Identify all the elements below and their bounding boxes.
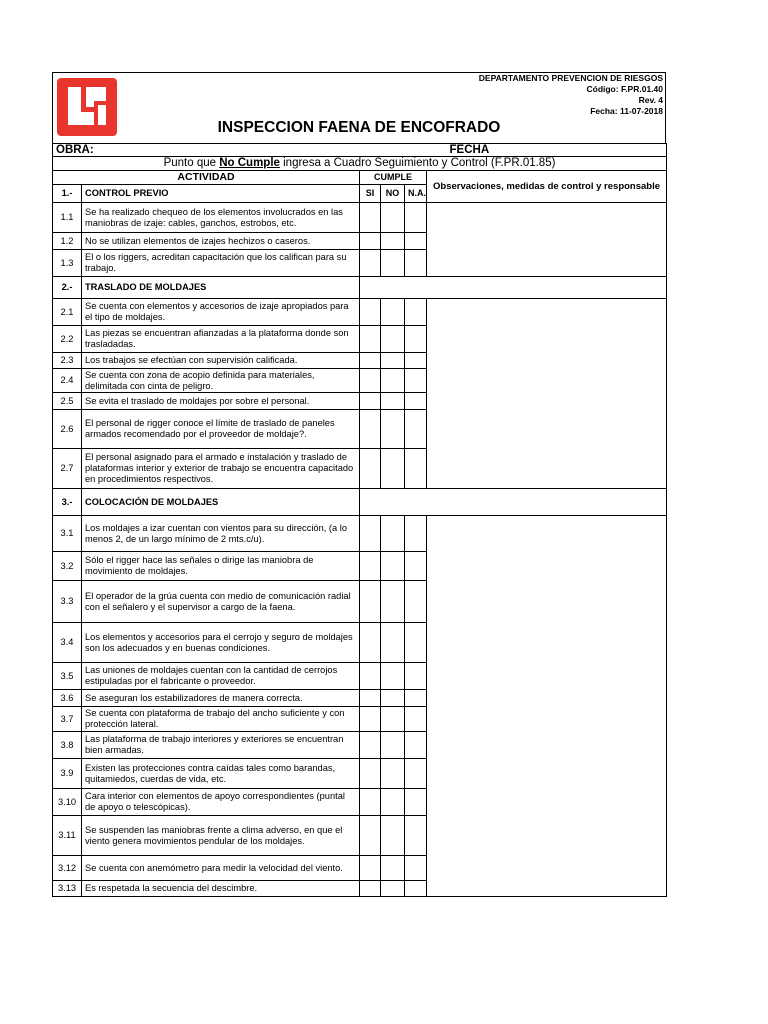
item-text: El personal asignado para el armado e instalación y traslado de plataformas interior y exterior de trabajo se encuentra capacitado en procedimientos respectivos. — [82, 449, 360, 489]
item-text: Los moldajes a izar cuentan con vientos para su dirección, (a lo menos 2, de un largo mínimo de 2 mts.c/u). — [82, 516, 360, 552]
cumple-no-cell[interactable] — [381, 299, 405, 326]
cumple-si-cell[interactable] — [360, 623, 381, 663]
cumple-no-cell[interactable] — [381, 690, 405, 707]
item-number: 3.8 — [53, 732, 82, 759]
item-text: Se cuenta con plataforma de trabajo del ancho suficiente y con protección lateral. — [82, 707, 360, 732]
cumple-no-cell[interactable] — [381, 856, 405, 881]
document-date: Fecha: 11-07-2018 — [590, 106, 663, 116]
item-number: 3.12 — [53, 856, 82, 881]
cumple-no-cell[interactable] — [381, 816, 405, 856]
item-number: 1.2 — [53, 233, 82, 250]
observaciones-header: Observaciones, medidas de control y responsable — [427, 171, 667, 203]
cumple-na-cell[interactable] — [405, 581, 427, 623]
cumple-no-cell[interactable] — [381, 581, 405, 623]
cumple-si-cell[interactable] — [360, 393, 381, 410]
item-number: 3.1 — [53, 516, 82, 552]
cumple-na-cell[interactable] — [405, 353, 427, 369]
cumple-si-cell[interactable] — [360, 449, 381, 489]
cumple-si-cell[interactable] — [360, 353, 381, 369]
item-text: Los elementos y accesorios para el cerrojo y seguro de moldajes son los adecuados y en buenas condiciones. — [82, 623, 360, 663]
item-text: El personal de rigger conoce el límite de traslado de paneles armados recomendado por el proveedor de moldaje?. — [82, 410, 360, 449]
item-text: Los trabajos se efectúan con supervisión calificada. — [82, 353, 360, 369]
cumple-na-cell[interactable] — [405, 707, 427, 732]
section-title: CONTROL PREVIO — [82, 185, 360, 203]
observaciones-cell[interactable] — [427, 516, 667, 897]
inspection-form — [52, 72, 666, 897]
cumple-no-cell[interactable] — [381, 353, 405, 369]
cumple-na-cell[interactable] — [405, 449, 427, 489]
item-text: Se cuenta con zona de acopio definida para materiales, delimitada con cinta de peligro. — [82, 369, 360, 393]
cumple-na-header: N.A. — [405, 185, 427, 203]
item-text: Se evita el traslado de moldajes por sobre el personal. — [82, 393, 360, 410]
cumple-no-cell[interactable] — [381, 732, 405, 759]
cumple-no-cell[interactable] — [381, 552, 405, 581]
cumple-si-cell[interactable] — [360, 690, 381, 707]
item-number: 3.10 — [53, 789, 82, 816]
item-text: Las plataforma de trabajo interiores y exteriores se encuentran bien armadas. — [82, 732, 360, 759]
item-number: 1.1 — [53, 203, 82, 233]
cumple-no-cell[interactable] — [381, 233, 405, 250]
item-number: 3.5 — [53, 663, 82, 690]
cumple-si-cell[interactable] — [360, 326, 381, 353]
table-row — [53, 203, 667, 233]
cumple-no-cell[interactable] — [381, 250, 405, 277]
item-number: 2.1 — [53, 299, 82, 326]
item-number: 3.2 — [53, 552, 82, 581]
cumple-na-cell[interactable] — [405, 789, 427, 816]
item-text: Se aseguran los estabilizadores de manera correcta. — [82, 690, 360, 707]
item-text: Se suspenden las maniobras frente a clima adverso, en que el viento genera movimientos pendular de los moldajes. — [82, 816, 360, 856]
cumple-na-cell[interactable] — [405, 690, 427, 707]
actividad-header: ACTIVIDAD — [53, 171, 360, 185]
note-text-post: ingresa a Cuadro Seguimiento y Control (F.PR.01.85) — [279, 157, 556, 169]
cumple-header: CUMPLE — [360, 171, 427, 185]
observaciones-cell[interactable] — [427, 299, 667, 489]
document-code: Código: F.PR.01.40 — [586, 84, 663, 94]
item-number: 2.2 — [53, 326, 82, 353]
cumple-si-cell[interactable] — [360, 516, 381, 552]
cumple-no-cell[interactable] — [381, 326, 405, 353]
fecha-field[interactable] — [360, 144, 667, 157]
section-header — [53, 277, 667, 299]
cumple-si-cell[interactable] — [360, 233, 381, 250]
cumple-no-cell[interactable] — [381, 881, 405, 897]
item-text: El o los riggers, acreditan capacitación que los califican para su trabajo. — [82, 250, 360, 277]
cumple-si-header: SI — [360, 185, 381, 203]
cumple-si-cell[interactable] — [360, 759, 381, 789]
item-text: Se cuenta con anemómetro para medir la velocidad del viento. — [82, 856, 360, 881]
section-header — [53, 489, 667, 516]
document-revision: Rev. 4 — [638, 95, 663, 105]
cumple-si-cell[interactable] — [360, 816, 381, 856]
table-row — [53, 299, 667, 326]
cumple-no-cell[interactable] — [381, 759, 405, 789]
section-number: 2.- — [53, 277, 82, 299]
cumple-si-cell[interactable] — [360, 789, 381, 816]
cumple-si-cell[interactable] — [360, 856, 381, 881]
cumple-na-cell[interactable] — [405, 299, 427, 326]
item-number: 2.4 — [53, 369, 82, 393]
cumple-na-cell[interactable] — [405, 816, 427, 856]
no-cumple-note — [53, 157, 667, 171]
section-title: COLOCACIÓN DE MOLDAJES — [82, 489, 360, 516]
section-spacer — [360, 277, 667, 299]
item-number: 3.11 — [53, 816, 82, 856]
cumple-na-cell[interactable] — [405, 881, 427, 897]
item-number: 2.7 — [53, 449, 82, 489]
item-number: 1.3 — [53, 250, 82, 277]
cumple-na-cell[interactable] — [405, 233, 427, 250]
item-text: Se cuenta con elementos y accesorios de izaje apropiados para el tipo de moldajes. — [82, 299, 360, 326]
cumple-no-header: NO — [381, 185, 405, 203]
cumple-no-cell[interactable] — [381, 369, 405, 393]
cumple-na-cell[interactable] — [405, 663, 427, 690]
cumple-na-cell[interactable] — [405, 552, 427, 581]
cumple-na-cell[interactable] — [405, 393, 427, 410]
obra-label: OBRA: — [56, 143, 94, 156]
inspection-table — [52, 143, 667, 897]
document-meta — [479, 73, 663, 117]
item-number: 3.9 — [53, 759, 82, 789]
cumple-no-cell[interactable] — [381, 449, 405, 489]
cumple-si-cell[interactable] — [360, 581, 381, 623]
cumple-na-cell[interactable] — [405, 732, 427, 759]
item-number: 3.13 — [53, 881, 82, 897]
item-text: Sólo el rigger hace las señales o dirige las maniobra de movimiento de moldajes. — [82, 552, 360, 581]
cumple-si-cell[interactable] — [360, 203, 381, 233]
item-number: 3.3 — [53, 581, 82, 623]
table-row — [53, 516, 667, 552]
fecha-label: FECHA — [449, 143, 490, 156]
item-text: Cara interior con elementos de apoyo correspondientes (puntal de apoyo o telescópicas). — [82, 789, 360, 816]
section-number: 3.- — [53, 489, 82, 516]
cumple-si-cell[interactable] — [360, 663, 381, 690]
cumple-no-cell[interactable] — [381, 393, 405, 410]
item-number: 3.4 — [53, 623, 82, 663]
cumple-na-cell[interactable] — [405, 759, 427, 789]
cumple-no-cell[interactable] — [381, 707, 405, 732]
item-number: 2.3 — [53, 353, 82, 369]
cumple-si-cell[interactable] — [360, 369, 381, 393]
page-title: INSPECCION FAENA DE ENCOFRADO — [217, 119, 501, 136]
obra-field[interactable] — [53, 144, 360, 157]
item-text: El operador de la grúa cuenta con medio de comunicación radial con el señalero y el supervisor a cargo de la faena. — [82, 581, 360, 623]
cumple-si-cell[interactable] — [360, 881, 381, 897]
note-text-pre: Punto que — [163, 157, 220, 169]
cumple-na-cell[interactable] — [405, 856, 427, 881]
cumple-si-cell[interactable] — [360, 552, 381, 581]
item-number: 2.5 — [53, 393, 82, 410]
form-header — [52, 72, 666, 143]
cumple-no-cell[interactable] — [381, 623, 405, 663]
department-label: DEPARTAMENTO PREVENCION DE RIESGOS — [478, 73, 663, 83]
cumple-na-cell[interactable] — [405, 250, 427, 277]
cumple-si-cell[interactable] — [360, 299, 381, 326]
cumple-na-cell[interactable] — [405, 203, 427, 233]
section-title: TRASLADO DE MOLDAJES — [82, 277, 360, 299]
cumple-no-cell[interactable] — [381, 663, 405, 690]
item-text: Las piezas se encuentran afianzadas a la plataforma donde son trasladadas. — [82, 326, 360, 353]
item-text: Es respetada la secuencia del descimbre. — [82, 881, 360, 897]
cumple-na-cell[interactable] — [405, 326, 427, 353]
cumple-na-cell[interactable] — [405, 410, 427, 449]
cumple-si-cell[interactable] — [360, 410, 381, 449]
cumple-no-cell[interactable] — [381, 789, 405, 816]
cumple-na-cell[interactable] — [405, 623, 427, 663]
item-number: 3.7 — [53, 707, 82, 732]
cumple-no-cell[interactable] — [381, 203, 405, 233]
item-text: Se ha realizado chequeo de los elementos involucrados en las maniobras de izaje: cables, ganchos, estrobos, etc. — [82, 203, 360, 233]
cumple-na-cell[interactable] — [405, 516, 427, 552]
cumple-si-cell[interactable] — [360, 732, 381, 759]
note-text-bold: No Cumple — [219, 157, 280, 169]
section-number: 1.- — [53, 185, 82, 203]
item-number: 3.6 — [53, 690, 82, 707]
cumple-no-cell[interactable] — [381, 410, 405, 449]
item-text: No se utilizan elementos de izajes hechizos o caseros. — [82, 233, 360, 250]
cumple-si-cell[interactable] — [360, 250, 381, 277]
item-text: Las uniones de moldajes cuentan con la cantidad de cerrojos estipuladas por el fabricante o proveedor. — [82, 663, 360, 690]
cumple-na-cell[interactable] — [405, 369, 427, 393]
cumple-si-cell[interactable] — [360, 707, 381, 732]
cumple-no-cell[interactable] — [381, 516, 405, 552]
observaciones-cell[interactable] — [427, 203, 667, 277]
item-text: Existen las protecciones contra caídas tales como barandas, quitamiedos, cuerdas de vida, etc. — [82, 759, 360, 789]
section-spacer — [360, 489, 667, 516]
item-number: 2.6 — [53, 410, 82, 449]
